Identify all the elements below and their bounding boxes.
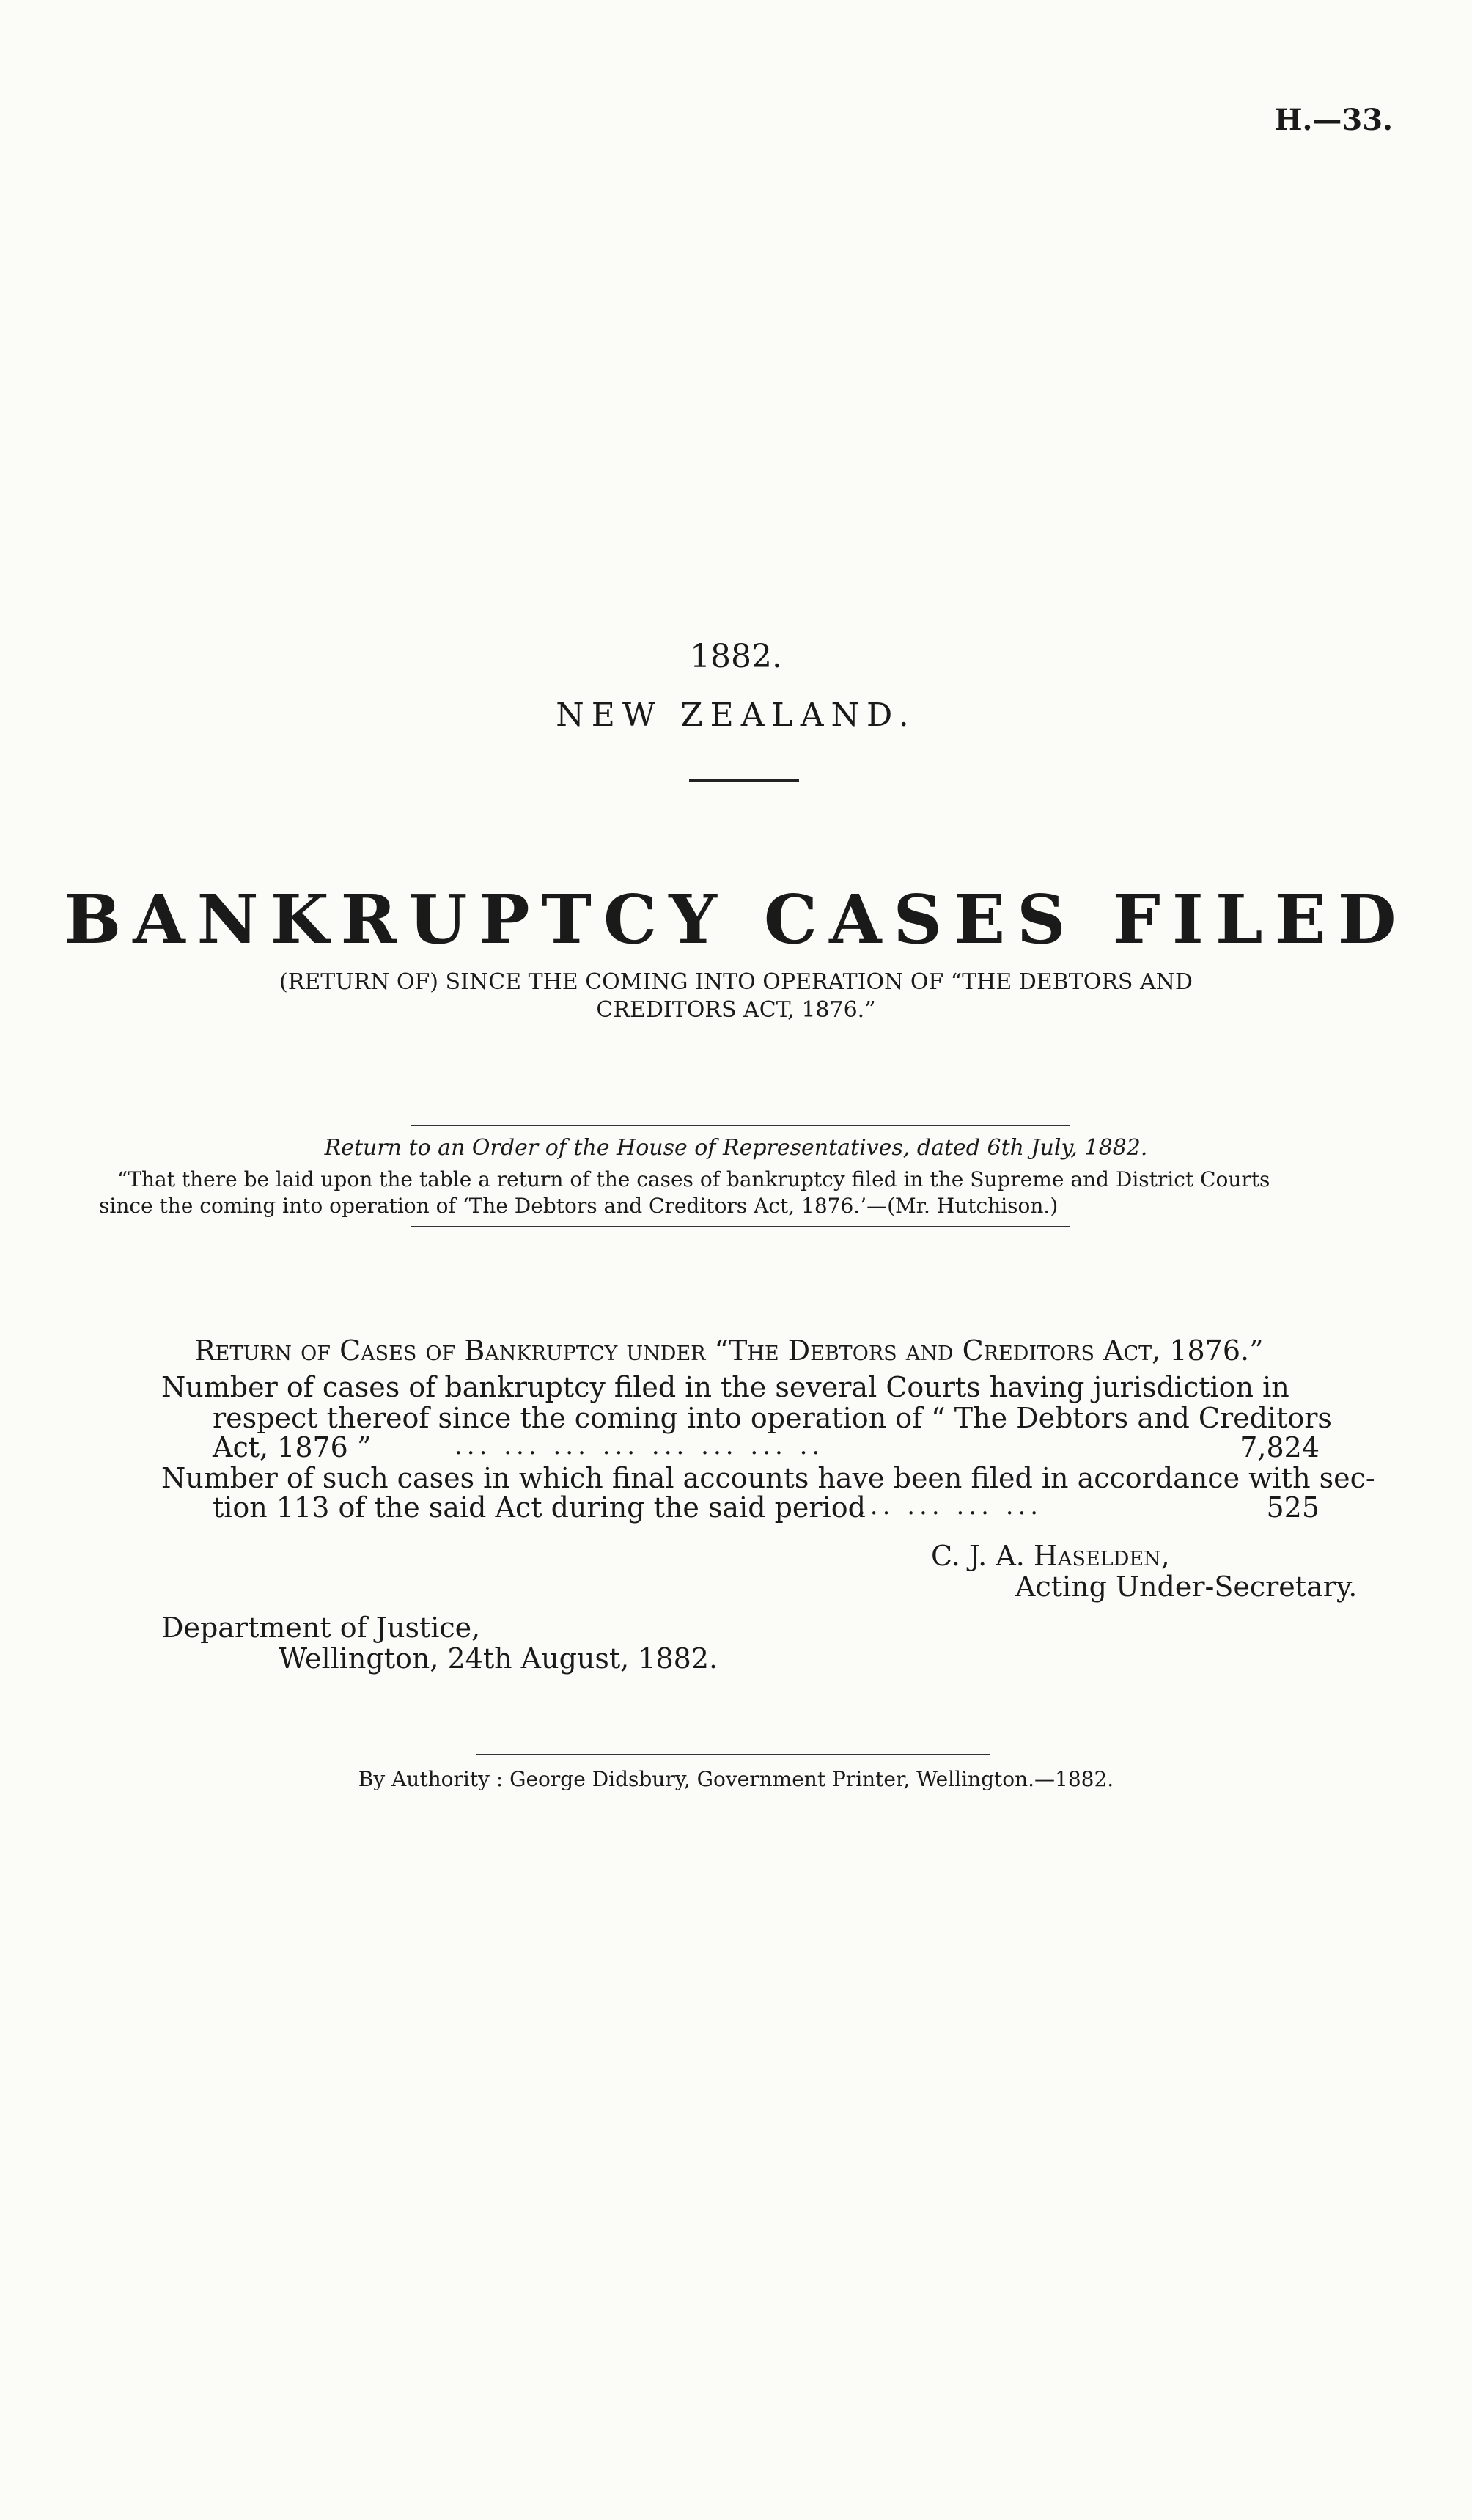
item-2-value: 525 (1266, 1491, 1320, 1524)
document-reference: H.—33. (1274, 103, 1393, 137)
signatory-name: C. J. A. Haselden, (931, 1540, 1170, 1572)
date-line: Wellington, 24th August, 1882. (279, 1642, 718, 1675)
imprint-rule (476, 1754, 990, 1755)
motion-line-1: “That there be laid upon the table a return of the cases of bankruptcy filed in the Supreme and District Courts (117, 1167, 1270, 1191)
item-2-leader-dots: ... ... ... ... (858, 1491, 1043, 1521)
printer-imprint: By Authority : George Didsbury, Government Printer, Wellington.—1882. (358, 1767, 1114, 1791)
item-2-line-1: Number of such cases in which final accounts have been filed in accordance with sec- (161, 1462, 1375, 1494)
country: NEW ZEALAND. (556, 697, 916, 734)
item-1-line-1: Number of cases of bankruptcy filed in the several Courts having jurisdiction in (161, 1371, 1289, 1403)
signatory-title: Acting Under-Secretary. (1015, 1571, 1358, 1603)
subtitle-line-2: CREDITORS ACT, 1876.” (596, 997, 876, 1023)
motion-line-2: since the coming into operation of ‘The Debtors and Creditors Act, 1876.’—(Mr. Hutchison.) (99, 1194, 1059, 1218)
item-2-line-2: tion 113 of the said Act during the said period (213, 1491, 866, 1524)
item-1-leader-dots: ... ... ... ... ... ... ... .. (455, 1431, 825, 1461)
item-1-line-2: respect thereof since the coming into operation of “ The Debtors and Creditors (213, 1402, 1332, 1434)
order-rule-bottom (411, 1226, 1070, 1227)
year: 1882. (690, 638, 782, 675)
order-rule-top (411, 1125, 1070, 1126)
department-line: Department of Justice, (161, 1612, 481, 1644)
return-heading: Return of Cases of Bankruptcy under “The Debtors and Creditors Act, 1876.” (194, 1334, 1264, 1367)
item-1-value: 7,824 (1240, 1431, 1320, 1463)
title-divider (689, 779, 799, 782)
document-title: BANKRUPTCY CASES FILED (64, 880, 1408, 959)
item-1-line-3: Act, 1876 ” (213, 1431, 372, 1463)
subtitle-line-1: (RETURN OF) SINCE THE COMING INTO OPERATION OF “THE DEBTORS AND (279, 969, 1193, 995)
order-line: Return to an Order of the House of Representatives, dated 6th July, 1882. (324, 1135, 1148, 1161)
